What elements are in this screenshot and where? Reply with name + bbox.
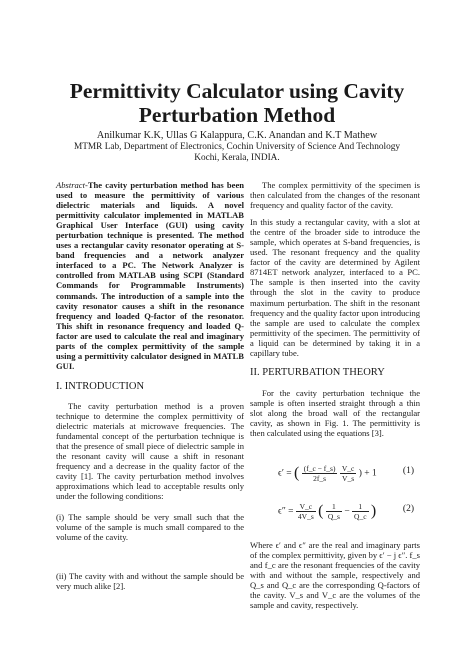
- eq2-lhs: ϵ″ =: [278, 506, 294, 517]
- eq2-fraction: [296, 502, 316, 521]
- eq2-a-den: Q_s: [327, 512, 340, 522]
- affiliation: MTMR Lab, Department of Electronics, Cochin University of Science And Technology: [73, 142, 401, 152]
- perturbation-heading: II. PERTURBATION THEORY: [250, 366, 385, 378]
- author-names: Anilkumar K.K, Ullas G Kalappura, C.K. Anandan and K.T Mathew: [96, 130, 378, 141]
- where-paragraph: Where ϵ′ and ϵ″ are the real and imaginary parts of the complex permittivity, given by ϵ′ − j ϵ″. f_s and f_c are the resonant frequencies of the cavity with and without the sample, respectively and Q_s and Q_c are the corresponding Q-factors of the cavity. V_s and V_c are the volumes of the sample and cavity, respectively.: [250, 540, 420, 611]
- location: Kochi, Kerala, INDIA.: [194, 153, 280, 163]
- eq1-fraction-2: [340, 464, 357, 483]
- eq1-fraction: [302, 464, 338, 483]
- equation-1-expression: ϵ′ = ( $\frac{(f\_c - f\_s)}{2f\_s}$ $\frac{V\_c}{V\_s}$ ) + 1: [278, 464, 377, 484]
- eq1-den2: V_s: [342, 474, 355, 484]
- eq1-num2: V_c: [341, 464, 355, 474]
- eq2-fraction-a: [326, 502, 342, 521]
- intro-heading: I. INTRODUCTION: [56, 380, 145, 392]
- abstract: [56, 180, 244, 371]
- left-column: [56, 180, 244, 591]
- equation-2-expression: ϵ″ = $\frac{V\_c}{4V\_s}$ ( $\frac{1}{Q\_s}$ − $\frac{1}{Q\_c}$ ): [278, 502, 377, 522]
- perturbation-paragraph: For the cavity perturbation technique the sample is often inserted straight through a thin slot along the broad wall of the rectangular cavity, as shown in Fig. 1. The permittivity is then calculated using the equations [3].: [250, 387, 420, 438]
- eq1-den: 2f_s: [313, 474, 327, 484]
- right-column: [250, 180, 420, 610]
- right-paragraph-2: In this study a rectangular cavity, with a slot at the centre of the broader side to introduce the sample, which operates at S-band frequencies, is used. The resonant frequency and the quality factor of the cavity are determined by Agilent 8714ET network analyzer, interfaced to a PC. The sample is then inserted into the cavity through the slot in the cavity to produce maximum perturbation. The shift in the resonant frequency and the quality factor upon introducing the sample are used to calculate the complex permittivity of the specimen. The permittivity of a liquid can be determined by taking it in a capillary tube.: [250, 217, 420, 358]
- eq2-b-den: Q_c: [354, 512, 367, 522]
- paper-title: Permittivity Calculator using Cavity Perturbation Method: [69, 79, 405, 127]
- eq2-fraction-b: [352, 502, 369, 521]
- abstract-lead: Abstract-: [56, 180, 88, 190]
- eq1-tail: ) + 1: [358, 468, 377, 479]
- eq2-num: V_c: [296, 502, 316, 512]
- eq2-b-num: 1: [352, 502, 369, 512]
- condition-2: (ii) The cavity with and without the sample should be very much alike [2].: [56, 570, 244, 591]
- intro-paragraph: The cavity perturbation method is a proven technique to determine the complex permittivity of dielectric materials at microwave frequencies. The fundamental concept of the perturbation technique is that the presence of small piece of dielectric sample in the resonant cavity will cause a shift in resonant frequency and a decrease in the quality factor of the cavity [1]. The cavity perturbation method involves approximations which lead to acceptable results only under the following conditions:: [56, 400, 244, 502]
- eq2-den: 4V_s: [297, 512, 314, 522]
- condition-1: (i) The sample should be very small such that the volume of the sample is much small compared to the volume of the cavity.: [56, 512, 244, 543]
- equation-2-number: (2): [402, 504, 414, 515]
- eq1-lhs: ϵ′ =: [278, 468, 292, 479]
- eq1-num: (f_c − f_s): [303, 464, 336, 474]
- equation-1: [250, 460, 420, 484]
- equation-2: [250, 498, 420, 522]
- author-block: [30, 130, 444, 164]
- right-paragraph-1: The complex permittivity of the specimen is then calculated from the changes of the resonant frequency and quality factor of the cavity.: [250, 180, 420, 211]
- abstract-text: The cavity perturbation method has been used to measure the permittivity of various dielectric materials and liquids. A novel permittivity calculator implemented in MATLAB Graphical User Interface (GUI) using cavity perturbation technique is presented. The method uses a rectangular cavity resonator operating at S-band frequencies and a network analyzer interfaced to a PC. The Network Analyzer is controlled from MATLAB using SCPI (Standard Commands for Programmable Instruments) commands. The introduction of a sample into the cavity resonator causes a shift in the resonance frequency and loaded Q-factor of the resonator. This shift in resonance frequency and loaded Q-factor are used to calculate the real and imaginary parts of the complex permittivity of the sample using a permittivity calculator designed in MATLB GUI.: [56, 180, 244, 371]
- eq2-a-num: 1: [326, 502, 342, 512]
- equation-1-number: (1): [402, 466, 414, 477]
